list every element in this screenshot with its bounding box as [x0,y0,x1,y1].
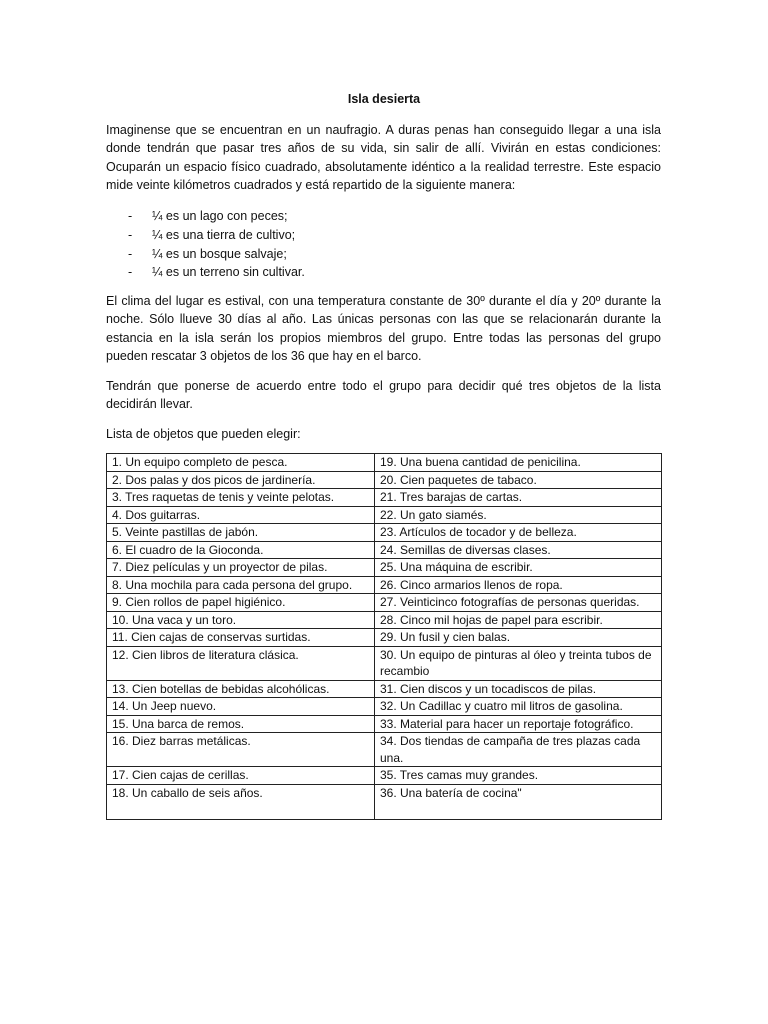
table-cell: 35. Tres camas muy grandes. [375,767,662,785]
list-item: - ¼ es un bosque salvaje; [106,245,305,264]
table-cell: 28. Cinco mil hojas de papel para escribir. [375,611,662,629]
table-row [107,524,662,542]
table-cell: 23. Artículos de tocador y de belleza. [375,524,662,542]
table-row [107,559,662,577]
table-cell: 14. Un Jeep nuevo. [107,698,375,716]
intro-paragraph: Imaginense que se encuentran en un naufragio. A duras penas han conseguido llegar a una isla donde tendrán que pasar tres años de su vida, sin salir de allí. Vivirán en estas condiciones: Ocuparán un espacio físico cuadrado, absolutamente idéntico a la realidad terrestre. Este espacio mide veinte kilómetros cuadrados y está repartido de la siguiente manera: [106,123,661,192]
table-row [107,680,662,698]
table-cell: 27. Veinticinco fotografías de personas queridas. [375,594,662,612]
table-cell: 7. Diez películas y un proyector de pilas. [107,559,375,577]
table-row [107,767,662,785]
table-cell: 22. Un gato siamés. [375,506,662,524]
climate-paragraph: El clima del lugar es estival, con una temperatura constante de 30º durante el día y 20º durante la noche. Sólo llueve 30 días al año. Las únicas personas con las que se relacionarán durante la estancia en la isla serán los propios miembros del grupo. Entre todas las personas del grupo pueden rescatar 3 objetos de los 36 que hay en el barco. [106,294,661,363]
bullet-marker: - [128,209,133,223]
table-row [107,541,662,559]
table-cell: 36. Una batería de cocina" [375,784,662,819]
table-cell: 9. Cien rollos de papel higiénico. [107,594,375,612]
table-row [107,506,662,524]
table-cell: 30. Un equipo de pinturas al óleo y treinta tubos de recambio [375,646,662,680]
table-row [107,454,662,472]
table-cell: 32. Un Cadillac y cuatro mil litros de gasolina. [375,698,662,716]
table-row [107,489,662,507]
table-cell: 15. Una barca de remos. [107,715,375,733]
table-cell: 12. Cien libros de literatura clásica. [107,646,375,680]
table-cell: 25. Una máquina de escribir. [375,559,662,577]
table-cell: 8. Una mochila para cada persona del grupo. [107,576,375,594]
table-cell: 26. Cinco armarios llenos de ropa. [375,576,662,594]
table-cell: 33. Material para hacer un reportaje fotográfico. [375,715,662,733]
table-cell: 20. Cien paquetes de tabaco. [375,471,662,489]
table-cell: 13. Cien botellas de bebidas alcohólicas. [107,680,375,698]
table-cell: 19. Una buena cantidad de penicilina. [375,454,662,472]
bullet-marker: - [128,265,133,280]
table-cell: 10. Una vaca y un toro. [107,611,375,629]
agreement-paragraph: Tendrán que ponerse de acuerdo entre todo el grupo para decidir qué tres objetos de la lista decidirán llevar. [106,379,661,412]
table-cell: 6. El cuadro de la Gioconda. [107,541,375,559]
table-row [107,611,662,629]
list-heading: Lista de objetos que pueden elegir: [106,427,301,441]
table-row [107,594,662,612]
table-cell: 3. Tres raquetas de tenis y veinte pelotas. [107,489,375,507]
table-row [107,715,662,733]
table-cell: 2. Dos palas y dos picos de jardinería. [107,471,375,489]
table-row [107,471,662,489]
list-item: - ¼ es un lago con peces; [106,207,305,226]
table-cell: 24. Semillas de diversas clases. [375,541,662,559]
table-cell: 18. Un caballo de seis años. [107,784,375,819]
table-row [107,646,662,680]
table-cell: 1. Un equipo completo de pesca. [107,454,375,472]
table-cell: 11. Cien cajas de conservas surtidas. [107,629,375,647]
objects-table [106,453,662,820]
table-cell: 34. Dos tiendas de campaña de tres plazas cada una. [375,733,662,767]
document-title: Isla desierta [347,92,421,106]
bullet-marker: - [128,227,133,242]
table-cell: 21. Tres barajas de cartas. [375,489,662,507]
table-cell: 4. Dos guitarras. [107,506,375,524]
table-cell: 17. Cien cajas de cerillas. [107,767,375,785]
table-row [107,784,662,819]
table-row [107,733,662,767]
table-row [107,576,662,594]
list-item: - ¼ es una tierra de cultivo; [106,226,305,245]
bullet-marker: - [128,246,133,261]
table-cell: 16. Diez barras metálicas. [107,733,375,767]
table-row [107,629,662,647]
island-distribution-list [106,207,305,282]
table-cell: 31. Cien discos y un tocadiscos de pilas. [375,680,662,698]
table-cell: 5. Veinte pastillas de jabón. [107,524,375,542]
table-cell: 29. Un fusil y cien balas. [375,629,662,647]
list-item: - ¼ es un terreno sin cultivar. [106,263,305,282]
table-row [107,698,662,716]
